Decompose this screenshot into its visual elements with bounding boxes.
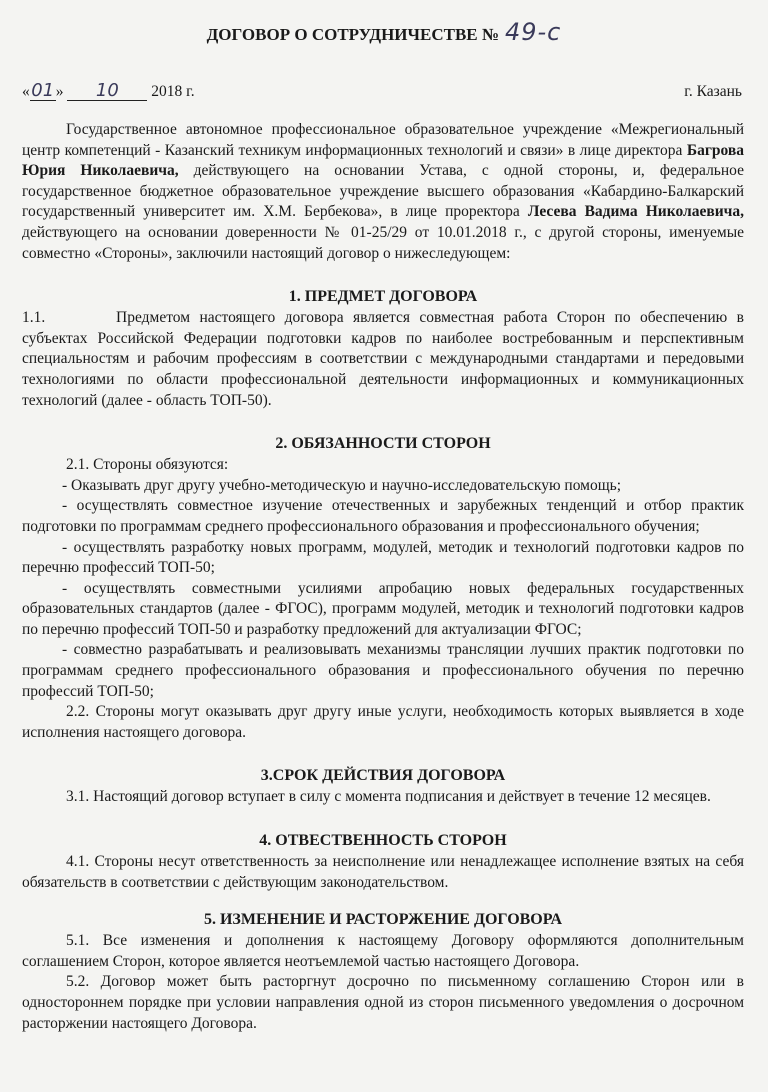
preamble-part-3: действующего на основании доверенности № 01-25/29 от 10.01.2018 г., с другой стороны, именуемые совместно «Стороны», заключили настоящий договор о нижеследующем:	[22, 223, 744, 262]
date-line	[22, 82, 742, 106]
document-title	[0, 18, 768, 46]
date-block	[22, 82, 195, 103]
obligation-item: - совместно разрабатывать и реализовывать механизмы трансляции лучших практик подготовки по программам среднего профессионального образования и профессионального обучения по перечню профессий ТОП-50;	[22, 641, 744, 700]
quote-open: «	[22, 83, 30, 100]
clause-3-1: 3.1. Настоящий договор вступает в силу с момента подписания и действует в течение 12 месяцев.	[66, 788, 711, 806]
date-year: 2018 г.	[151, 83, 195, 100]
quote-close: »	[55, 83, 64, 100]
obligation-item: - Оказывать друг другу учебно-методическую и научно-исследовательскую помощь;	[62, 476, 622, 494]
section-4-heading: 4. ОТВЕСТВЕННОСТЬ СТОРОН	[259, 832, 507, 850]
director-name: Багрова Юрия Николаевича,	[22, 141, 744, 180]
handwritten-day: 01	[31, 80, 55, 101]
obligation-item: - осуществлять разработку новых программ, модулей, методик и технологий подготовки кадров по перечню профессий ТОП-50;	[22, 538, 744, 577]
prorector-name: Лесева Вадима Николаевича,	[527, 203, 744, 221]
section-1-heading: 1. ПРЕДМЕТ ДОГОВОРА	[288, 288, 478, 306]
clause-4-1: 4.1. Стороны несут ответственность за неисполнение или ненадлежащее исполнение взятых на себя обязательств в соответствии с действующим законодательством.	[22, 853, 744, 891]
clause-2-2: 2.2. Стороны могут оказывать друг другу иные услуги, необходимость которых выявляется в ходе исполнения настоящего договора.	[22, 703, 744, 741]
clause-2-1: 2.1. Стороны обязуются:	[66, 456, 229, 474]
preamble-part-1: Государственное автономное профессиональное образовательное учреждение «Межрегиональный центр компетенций - Казанский техникум информационных технологий и связи» в лице директора	[22, 121, 744, 159]
section-2-heading: 2. ОБЯЗАННОСТИ СТОРОН	[275, 435, 491, 453]
obligation-item: - осуществлять совместными усилиями апробацию новых федеральных государственных образовательных стандартов (далее - ФГОС), программ модулей, методик и технологий подготовки кадров по перечню профессий ТОП-50 и разработку предложений для актуализации ФГОС;	[22, 579, 744, 638]
document-body	[22, 120, 744, 1034]
preamble	[22, 120, 744, 264]
preamble-part-2: действующего на основании Устава, с одной стороны, и, федеральное государственное бюджетное образовательное учреждение высшего образования «Кабардино-Балкарский государственный университет им. Х.М. Бербекова», в лице проректора	[22, 162, 744, 221]
section-3-heading: 3.СРОК ДЕЙСТВИЯ ДОГОВОРА	[260, 767, 506, 785]
clause-1-1	[22, 308, 744, 411]
title-text: ДОГОВОР О СОТРУДНИЧЕСТВЕ №	[206, 25, 499, 44]
clause-text: Предметом настоящего договора является совместная работа Сторон по обеспечению в субъектах Российской Федерации подготовки кадров по наиболее востребованным и перспективным специальностям и рабочим профессиям в соответствии с международными стандартами и передовыми технологиями по области профессиональной деятельности информационных и коммуникационных технологий (далее - область ТОП-50).	[22, 309, 744, 409]
section-5-heading: 5. ИЗМЕНЕНИЕ И РАСТОРЖЕНИЕ ДОГОВОРА	[203, 911, 563, 929]
obligation-item: - осуществлять совместное изучение отечественных и зарубежных тенденций и отбор практик подготовки по программам среднего профессионального образования и профессионального обучения;	[22, 497, 744, 535]
handwritten-contract-number: 49-с	[504, 18, 562, 46]
clause-number: 1.1.	[22, 309, 46, 327]
city: г. Казань	[684, 83, 742, 100]
clause-5-2: 5.2. Договор может быть расторгнут досрочно по письменному соглашению Сторон или в одностороннем порядке при условии направления одной из сторон письменного уведомления о досрочном расторжении настоящего Договора.	[22, 973, 744, 1032]
handwritten-month: 10	[67, 82, 147, 101]
clause-5-1: 5.1. Все изменения и дополнения к настоящему Договору оформляются дополнительным соглашением Сторон, которое является неотъемлемой частью настоящего Договора.	[22, 932, 744, 970]
